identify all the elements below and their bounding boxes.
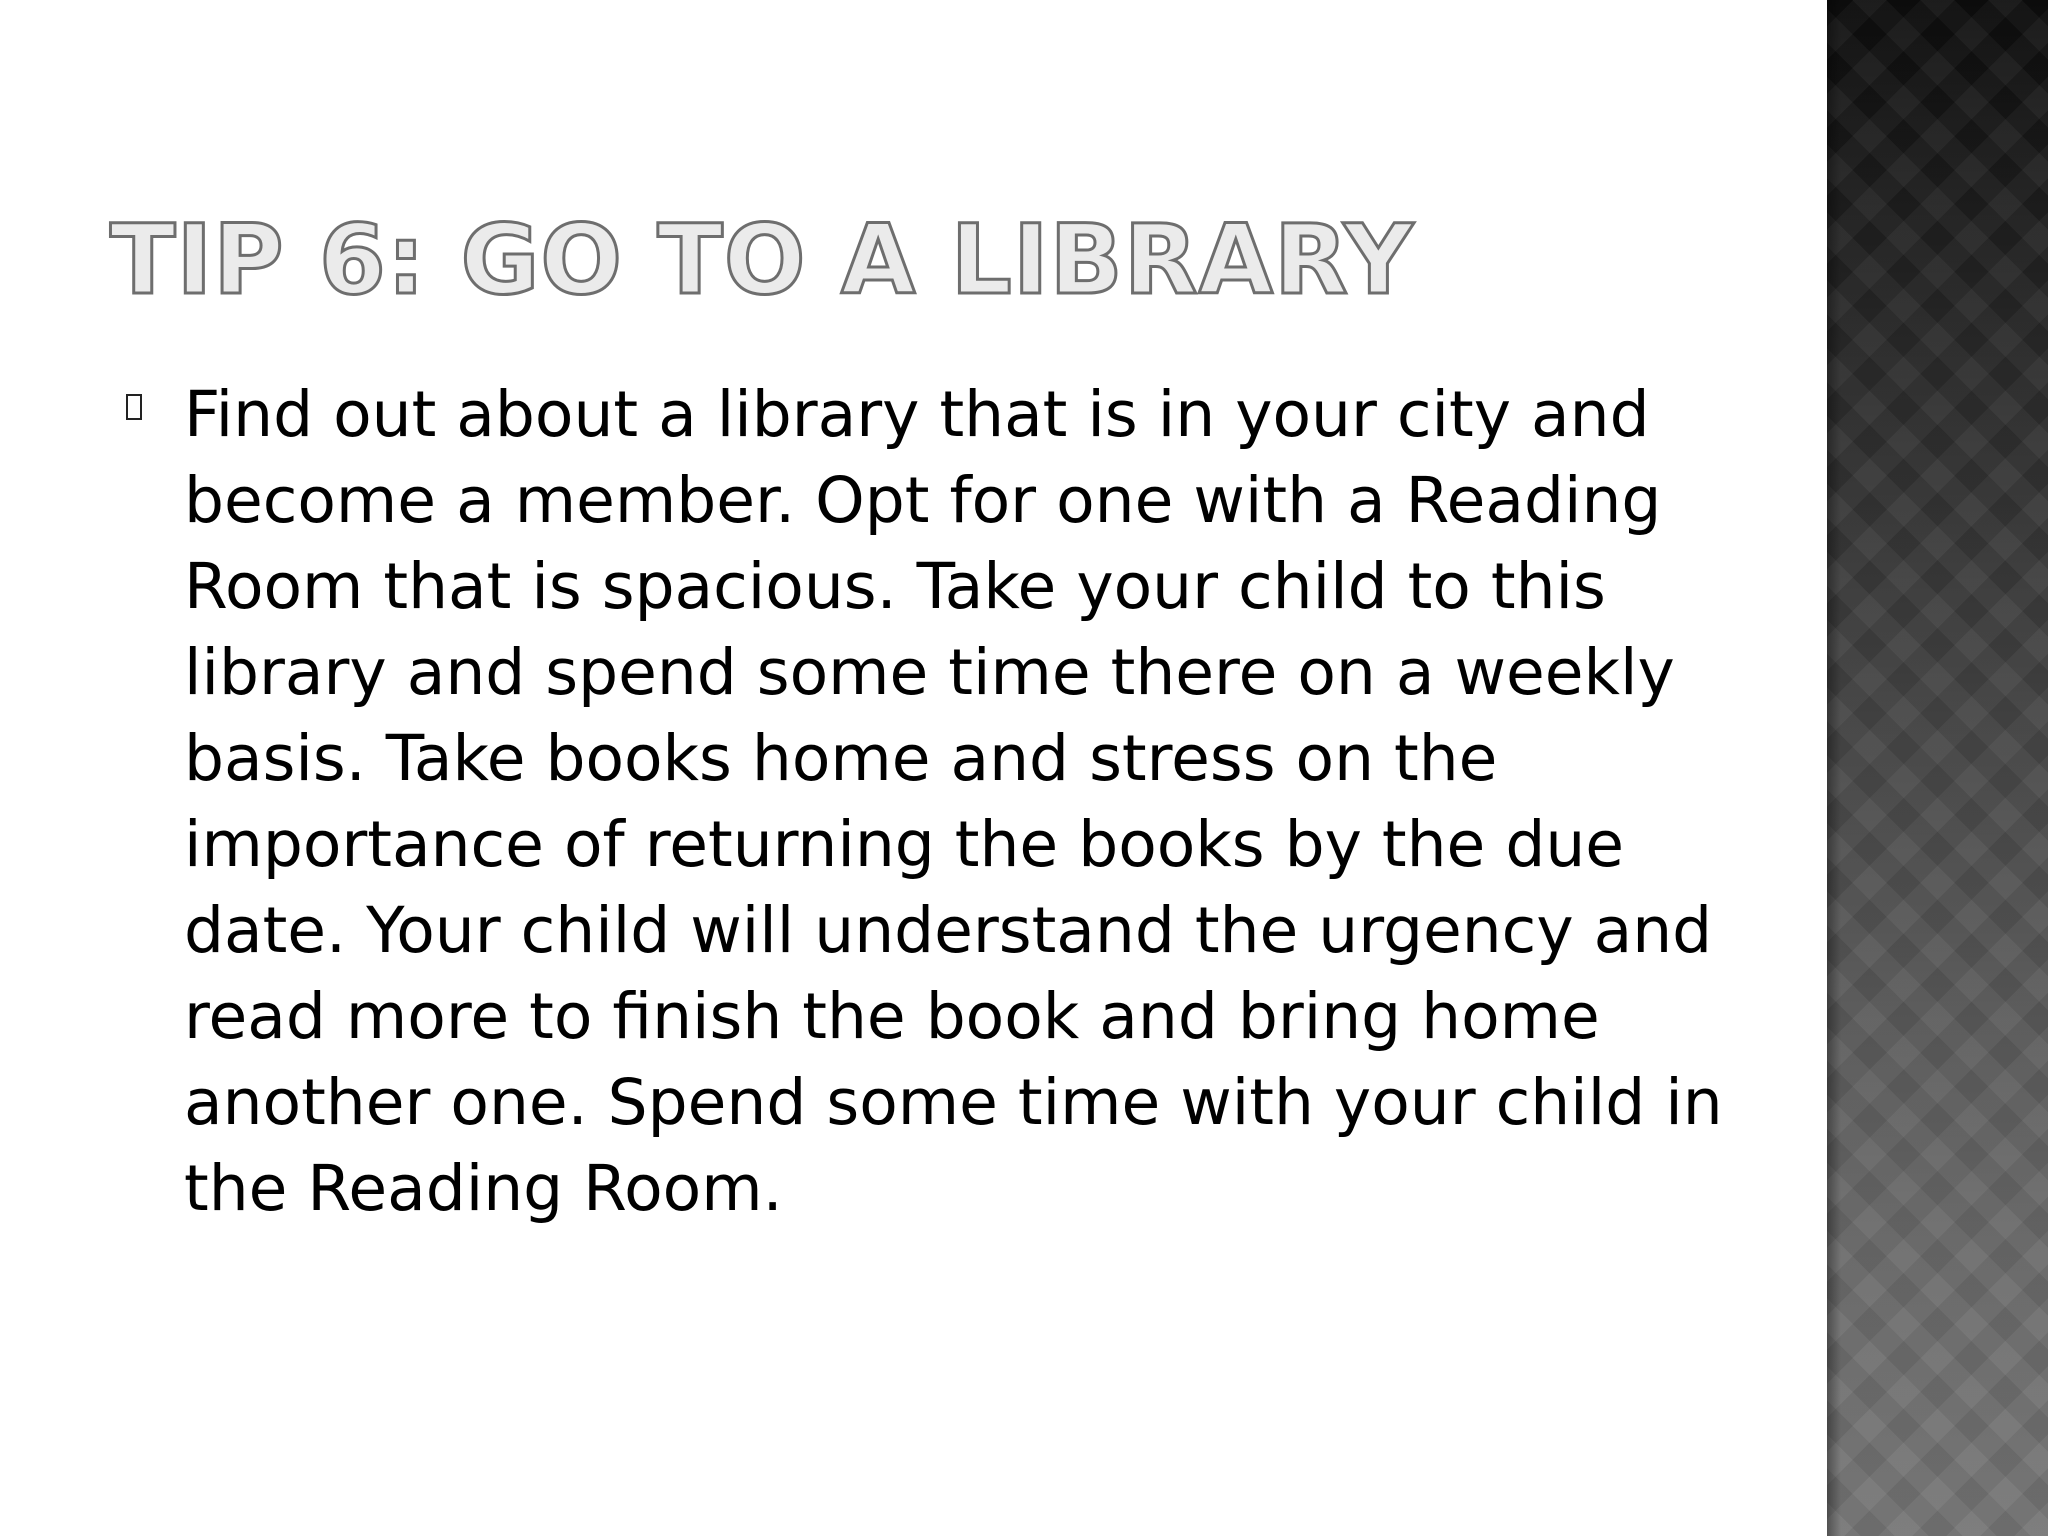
bullet-text: Find out about a library that is in your city and become a member. Opt for one with a Reading Room that is spacious. Take your child to this library and spend some time there on a weekly basis. Take books home and stress on the importance of returning the books by the due date. Your child will understand the urgency and read more to finish the book and bring home another one. Spend some time with your child in the Reading Room. <box>184 378 1723 1225</box>
square-bullet-icon <box>126 394 142 420</box>
decorative-side-panel <box>1827 0 2048 1536</box>
bullet-list <box>120 372 1723 1232</box>
slide-title: TIP 6: GO TO A LIBRARY <box>110 204 1415 316</box>
bullet-item <box>120 372 1723 1232</box>
